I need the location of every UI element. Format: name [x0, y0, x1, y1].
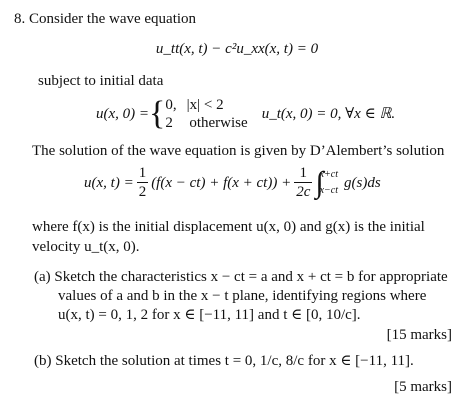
case-row-2	[165, 114, 247, 132]
case-row-1	[165, 96, 247, 114]
initial-ut: u_t(x, 0) = 0, ∀x ∈ ℝ.	[261, 106, 396, 122]
part-a-marks: [15 marks]	[386, 327, 452, 343]
question-number: 8.	[14, 11, 26, 27]
initial-u-lhs: u(x, 0) =	[96, 106, 150, 122]
half-num: 1	[138, 165, 147, 181]
where-line-2: velocity u_t(x, 0).	[32, 239, 140, 255]
part-a-line-2: values of a and b in the x − t plane, identifying regions where	[58, 288, 427, 304]
integral-lower: x−ct	[319, 184, 338, 196]
part-b-marks: [5 marks]	[394, 379, 452, 395]
integral-sign: ∫	[315, 165, 324, 199]
where-line-1: where f(x) is the initial displacement u(x, 0) and g(x) is the initial	[32, 219, 425, 235]
piecewise-cases	[165, 96, 247, 132]
question-header	[14, 10, 196, 28]
coef-num: 1	[294, 164, 312, 183]
coef-den: 2c	[296, 184, 311, 200]
coef-fraction	[294, 164, 312, 201]
initial-conditions	[96, 96, 395, 132]
wave-equation: u_tt(x, t) − c²u_xx(x, t) = 0	[155, 41, 319, 57]
integrand: g(s)ds	[344, 174, 381, 191]
integral-limits	[320, 167, 338, 199]
case-1-value: 0,	[165, 97, 177, 113]
case-2-condition: otherwise	[189, 115, 248, 131]
part-a-line-3: u(x, t) = 0, 1, 2 for x ∈ [−11, 11] and t ∈ [0, 10/c].	[58, 307, 361, 323]
part-a-line-1: (a) Sketch the characteristics x − ct = a and x + ct = b for appropriate	[34, 269, 448, 285]
case-2-value: 2	[165, 115, 173, 131]
half-fraction	[137, 164, 149, 201]
initial-data-intro: subject to initial data	[38, 73, 164, 89]
question-intro: Consider the wave equation	[29, 11, 197, 27]
dalembert-middle: (f(x − ct) + f(x + ct)) +	[151, 174, 292, 191]
dalembert-formula	[84, 164, 381, 201]
half-den: 2	[138, 184, 147, 200]
part-b: (b) Sketch the solution at times t = 0, 1/c, 8/c for x ∈ [−11, 11].	[34, 353, 414, 369]
integral-upper: x+ct	[319, 168, 338, 180]
left-brace: {	[149, 95, 166, 132]
case-1-condition: |x| < 2	[186, 97, 224, 113]
dalembert-lhs: u(x, t) =	[84, 174, 134, 191]
solution-intro: The solution of the wave equation is given by D’Alembert’s solution	[32, 143, 445, 159]
